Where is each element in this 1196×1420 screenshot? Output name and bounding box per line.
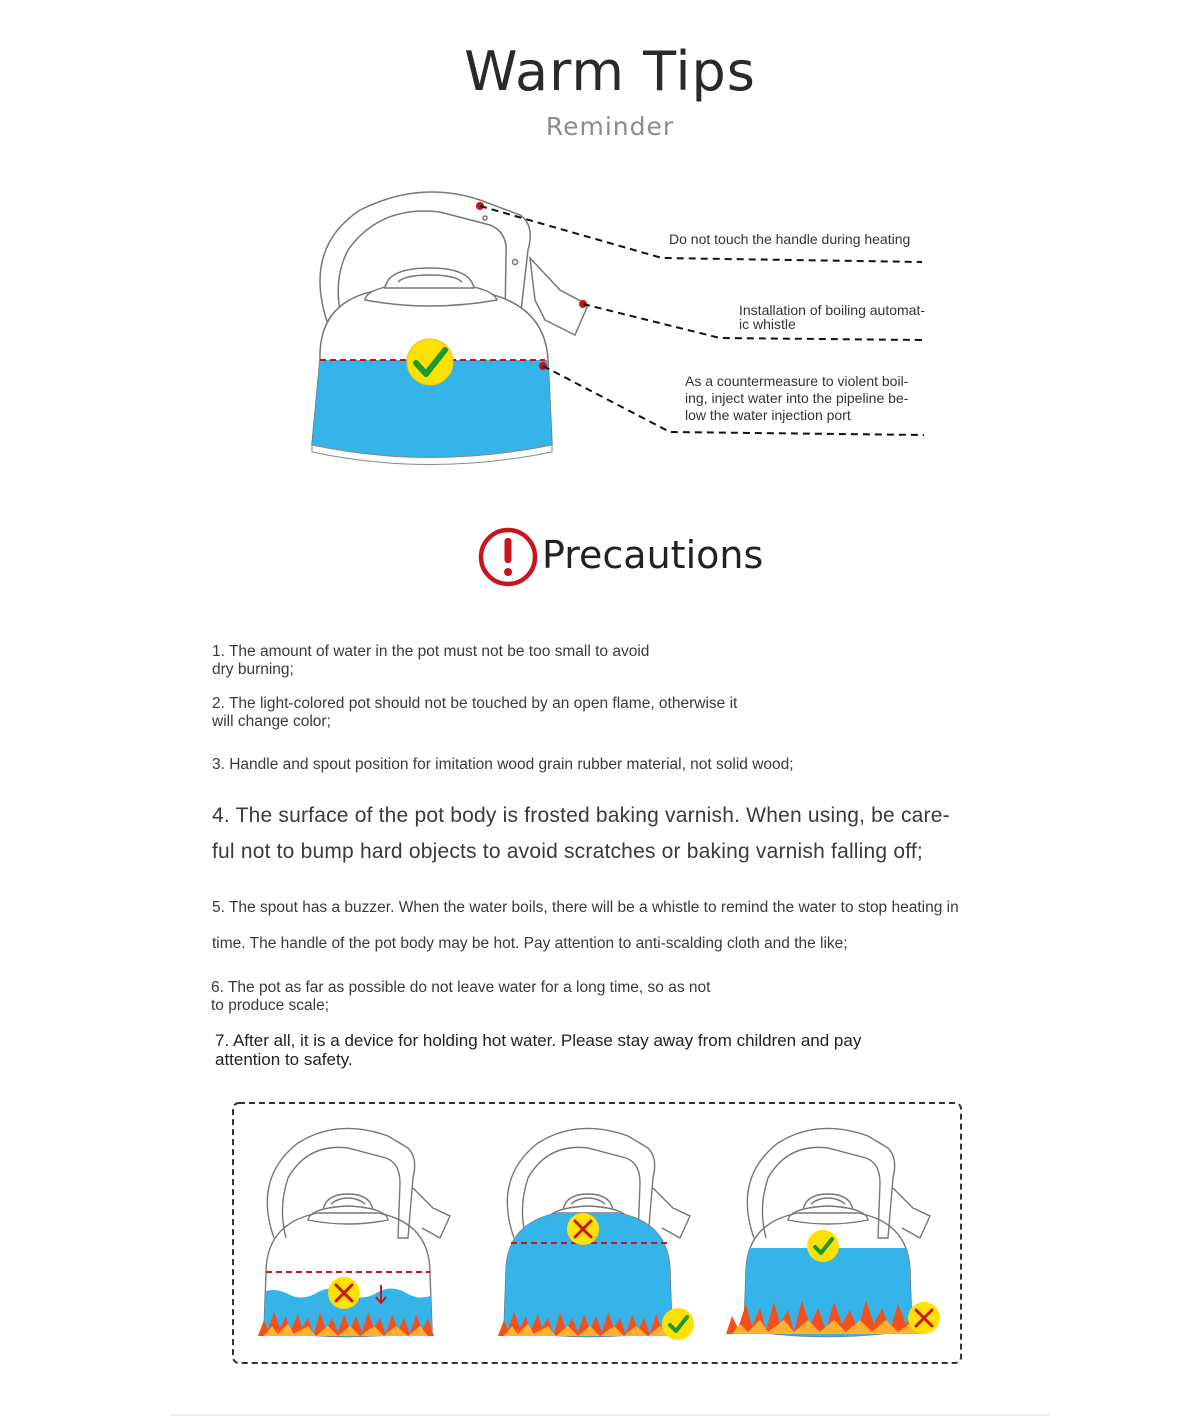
- precaution-item-1-line2: dry burning;: [212, 661, 294, 678]
- precaution-item-7-line1: 7. After all, it is a device for holding hot water. Please stay away from children and pay: [215, 1031, 862, 1050]
- callout-inject-line3: low the water injection port: [685, 407, 851, 423]
- callout-handle: Do not touch the handle during heating: [669, 231, 911, 247]
- exclamation-circle-icon: [477, 526, 539, 588]
- precaution-item-6-line1: 6. The pot as far as possible do not leave water for a long time, so as not: [211, 979, 711, 996]
- check-icon: [807, 1230, 839, 1262]
- precaution-item-4-line1: 4. The surface of the pot body is frosted baking varnish. When using, be care-: [212, 804, 950, 827]
- precaution-item-3-line1: 3. Handle and spout position for imitation wood grain rubber material, not solid wood;: [212, 756, 794, 773]
- callout-inject: [685, 373, 908, 424]
- cross-icon: [908, 1302, 940, 1334]
- kettle-low-water: [258, 1128, 450, 1358]
- bottom-divider: [170, 1414, 1050, 1416]
- precaution-item-6-line2: to produce scale;: [211, 997, 330, 1014]
- precaution-item-5: [212, 890, 959, 962]
- precaution-item-4: [212, 798, 950, 870]
- precaution-item-3: [212, 756, 794, 774]
- callout-whistle: [739, 302, 925, 333]
- precaution-item-5-line1: 5. The spout has a buzzer. When the water boils, there will be a whistle to remind the water to stop heating in: [212, 899, 959, 916]
- callout-whistle-line1: Installation of boiling automat-: [739, 302, 925, 318]
- precaution-item-7: [215, 1031, 861, 1069]
- cross-icon: [567, 1213, 599, 1245]
- callout-inject-line1: As a countermeasure to violent boil-: [685, 373, 909, 389]
- kettle-spout: [530, 258, 588, 335]
- usage-illustration-panel: [228, 1098, 968, 1370]
- precaution-item-6: [211, 979, 710, 1015]
- precaution-item-2-line2: will change color;: [212, 713, 331, 730]
- precaution-item-7-line2: attention to safety.: [215, 1050, 353, 1069]
- precautions-title: Precautions: [542, 533, 764, 577]
- kettle-lid: [365, 268, 497, 306]
- precaution-item-1: [212, 643, 649, 679]
- precaution-item-1-line1: 1. The amount of water in the pot must not be too small to avoid: [212, 643, 650, 660]
- cross-icon: [328, 1277, 360, 1309]
- precaution-item-2-line1: 2. The light-colored pot should not be touched by an open flame, otherwise it: [212, 695, 738, 712]
- kettle-overfilled: [498, 1128, 694, 1348]
- precaution-item-5-line2: time. The handle of the pot body may be hot. Pay attention to anti-scalding cloth and the like;: [212, 935, 848, 952]
- check-icon: [662, 1308, 694, 1340]
- callout-inject-line2: ing, inject water into the pipeline be-: [685, 390, 909, 406]
- kettle-correct-level: [726, 1128, 940, 1358]
- precaution-item-4-line2: ful not to bump hard objects to avoid scratches or baking varnish falling off;: [212, 840, 923, 863]
- page-subtitle: Reminder: [545, 112, 675, 141]
- callout-whistle-line2: ic whistle: [739, 316, 796, 332]
- check-icon: [407, 339, 453, 385]
- precaution-item-2: [212, 695, 737, 731]
- page-title: Warm Tips: [464, 40, 756, 103]
